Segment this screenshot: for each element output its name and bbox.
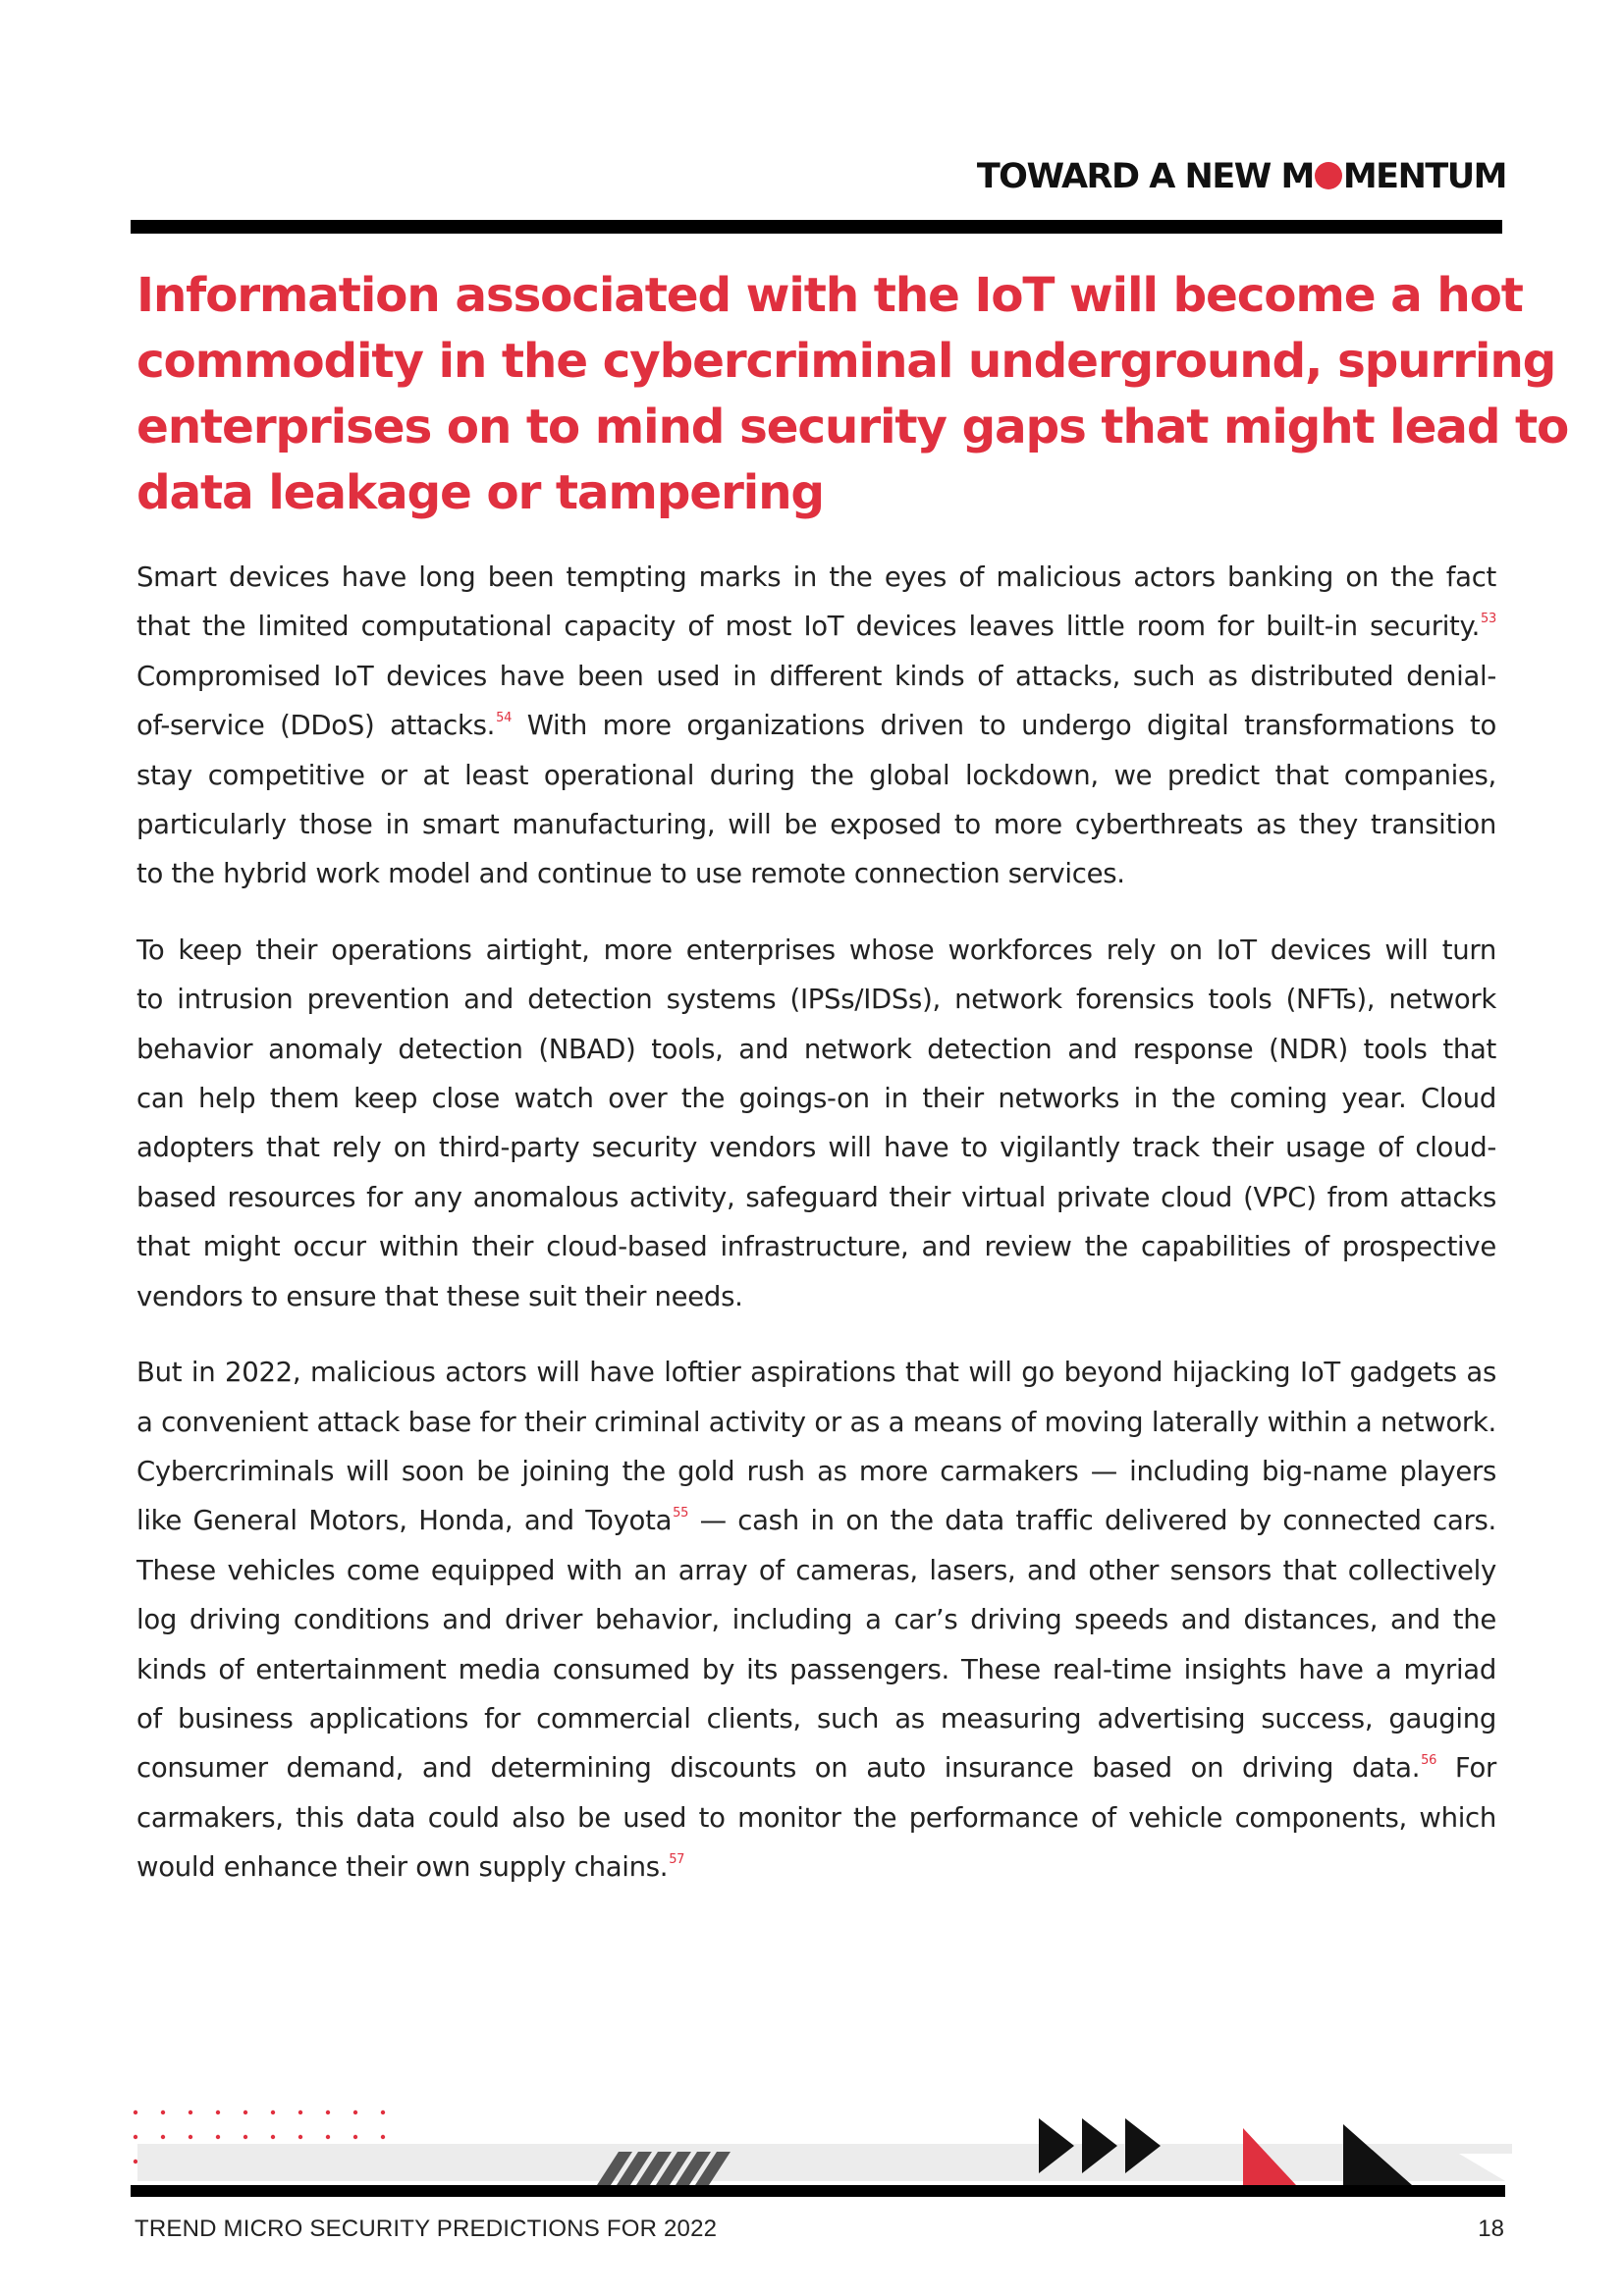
text-line (136, 1496, 1496, 1545)
grey-band (137, 2144, 1512, 2181)
footnote-ref-56[interactable]: 56 (1421, 1753, 1437, 1769)
text-line: These vehicles come equipped with an array of cameras, lasers, and other sensors that collectively (136, 1554, 1496, 1586)
headline-line: Information associated with the IoT will become a hot (136, 268, 1523, 323)
text-line: can help them keep close watch over the goings-on in their networks in the coming year. Cloud (136, 1083, 1496, 1115)
brand-title-part1: TOWARD A NEW M (976, 157, 1314, 196)
text-line: stay competitive or at least operational during the global lockdown, we predict that companies, (136, 759, 1496, 791)
text-line: behavior anomaly detection (NBAD) tools, and network detection and response (NDR) tools that (136, 1033, 1496, 1065)
section-headline (136, 263, 1569, 526)
headline-line: enterprises on to mind security gaps that might lead to (136, 400, 1569, 454)
footer-rule (131, 2185, 1505, 2197)
text-span: — cash in on the data traffic delivered by connected cars. (688, 1505, 1496, 1537)
text-line: Compromised IoT devices have been used in different kinds of attacks, such as distributed denial- (136, 660, 1496, 692)
text-line: kinds of entertainment media consumed by its passengers. These real-time insights have a myriad (136, 1653, 1496, 1685)
footnote-ref-54[interactable]: 54 (496, 711, 513, 726)
text-span: like General Motors, Honda, and Toyota (136, 1505, 673, 1537)
paragraph-2 (136, 926, 1496, 1321)
text-span: For (1436, 1752, 1496, 1785)
text-span: would enhance their own supply chains. (136, 1851, 669, 1884)
text-line: to intrusion prevention and detection systems (IPSs/IDSs), network forensics tools (NFTs), network (136, 984, 1496, 1016)
header-rule (131, 220, 1502, 234)
headline-line: data leakage or tampering (136, 465, 824, 520)
text-line: that might occur within their cloud-based infrastructure, and review the capabilities of prospective (136, 1231, 1496, 1263)
text-line: adopters that rely on third-party security vendors will have to vigilantly track their usage of cloud- (136, 1132, 1496, 1164)
text-line: particularly those in smart manufacturing, will be exposed to more cyberthreats as they transition (136, 809, 1496, 841)
brand-title-part2: MENTUM (1342, 157, 1506, 196)
text-line: But in 2022, malicious actors will have loftier aspirations that will go beyond hijacking IoT gadgets as (136, 1357, 1496, 1389)
footnote-ref-53[interactable]: 53 (1481, 612, 1496, 627)
text-line: To keep their operations airtight, more enterprises whose workforces rely on IoT devices will turn (136, 934, 1496, 966)
text-line: Cybercriminals will soon be joining the gold rush as more carmakers — including big-name players (136, 1455, 1496, 1487)
footnote-ref-55[interactable]: 55 (673, 1506, 689, 1522)
text-line (136, 1743, 1496, 1792)
text-line: of business applications for commercial clients, such as measuring advertising success, gauging (136, 1702, 1496, 1735)
paragraph-1 (136, 553, 1496, 899)
report-title: TREND MICRO SECURITY PREDICTIONS FOR 2022 (135, 2216, 718, 2242)
text-line: to the hybrid work model and continue to use remote connection services. (136, 858, 1125, 890)
text-line: Smart devices have long been tempting marks in the eyes of malicious actors banking on the fact (136, 561, 1496, 593)
text-line: vendors to ensure that these suit their needs. (136, 1280, 743, 1312)
text-line (136, 602, 1496, 651)
text-line: based resources for any anomalous activity, safeguard their virtual private cloud (VPC) from attacks (136, 1181, 1496, 1213)
footer-decoration (118, 2101, 1512, 2199)
footnote-ref-57[interactable]: 57 (669, 1852, 685, 1868)
text-span: that the limited computational capacity of most IoT devices leaves little room for built-in security. (136, 611, 1481, 643)
page-number: 18 (1478, 2216, 1504, 2242)
text-line: carmakers, this data could also be used to monitor the performance of vehicle components, which (136, 1801, 1496, 1834)
text-line: log driving conditions and driver behavior, including a car’s driving speeds and distances, and the (136, 1604, 1496, 1636)
text-line: a convenient attack base for their criminal activity or as a means of moving laterally within a network. (136, 1406, 1496, 1438)
brand-o-dot-icon (1315, 162, 1342, 189)
text-line (136, 701, 1496, 750)
brand-title (977, 157, 1506, 196)
text-span: With more organizations driven to undergo digital transformations to (512, 710, 1496, 742)
headline-line: commodity in the cybercriminal underground, spurring (136, 334, 1556, 389)
text-span: consumer demand, and determining discounts on auto insurance based on driving data. (136, 1752, 1421, 1785)
text-line (136, 1842, 1496, 1892)
body-text (136, 553, 1496, 1919)
paragraph-3 (136, 1348, 1496, 1892)
text-span: of-service (DDoS) attacks. (136, 710, 496, 742)
